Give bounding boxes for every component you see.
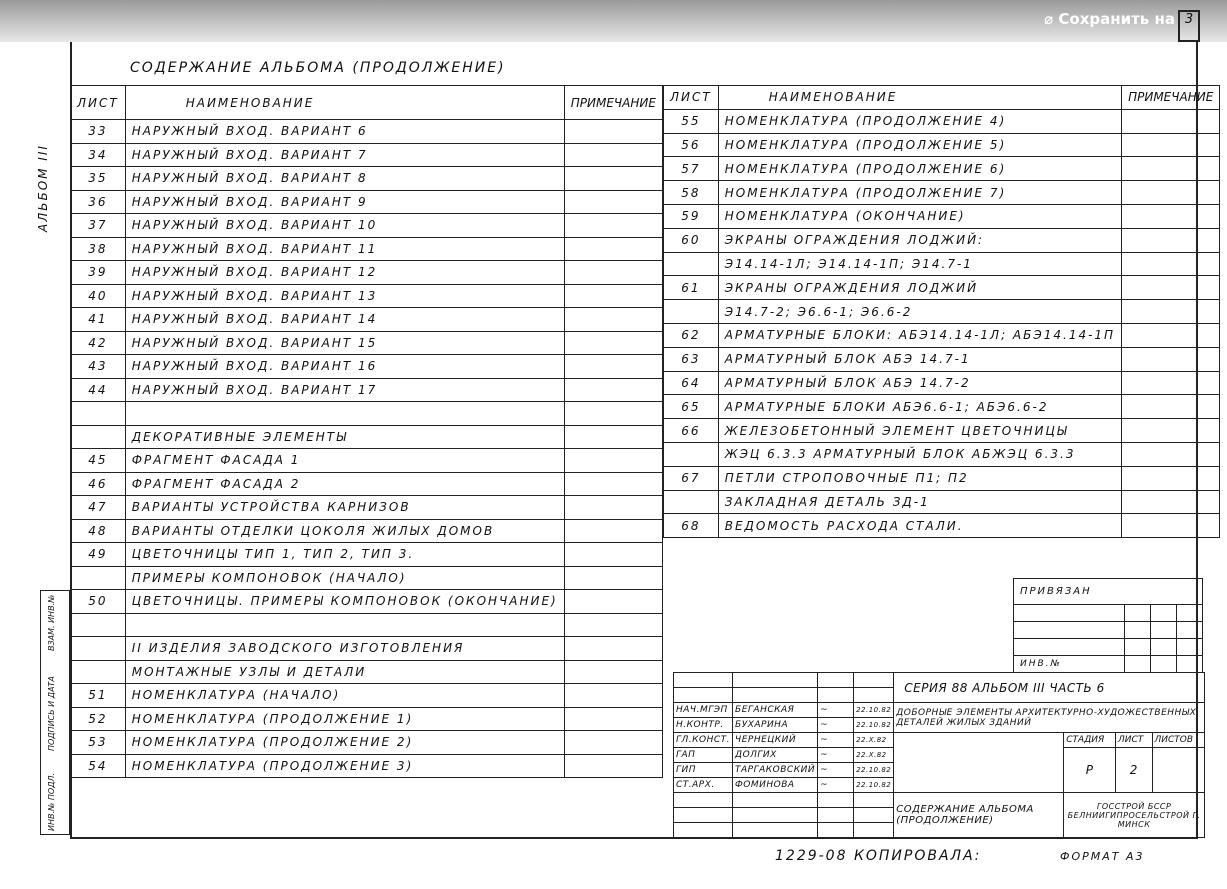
table-row — [71, 543, 663, 567]
table-row — [71, 190, 663, 214]
sheet-title: НОМЕНКЛАТУРА (ПРОДОЛЖЕНИЕ 2) — [125, 731, 564, 755]
note-cell — [564, 684, 662, 708]
series: СЕРИЯ 88 АЛЬБОМ III ЧАСТЬ 6 — [894, 673, 1205, 703]
sheet-title: ФРАГМЕНТ ФАСАДА 2 — [125, 472, 564, 496]
sheet-title: ЭКРАНЫ ОГРАЖДЕНИЯ ЛОДЖИЙ: — [718, 228, 1121, 252]
sheet-number: 49 — [71, 543, 126, 567]
role: НАЧ.МГЭП — [674, 703, 733, 718]
table-row — [71, 120, 663, 144]
table-row — [664, 514, 1220, 538]
sheet-title: НОМЕНКЛАТУРА (ПРОДОЛЖЕНИЕ 5) — [718, 133, 1121, 157]
signature: ~ — [818, 733, 854, 748]
role: ГЛ.КОНСТ. — [674, 733, 733, 748]
note-cell — [1122, 133, 1220, 157]
sheet-title: II ИЗДЕЛИЯ ЗАВОДСКОГО ИЗГОТОВЛЕНИЯ — [125, 637, 564, 661]
table-row — [664, 181, 1220, 205]
page-number: 3 — [1178, 10, 1200, 42]
side-stamp — [40, 590, 70, 835]
person-name: ФОМИНОВА — [733, 778, 818, 793]
sheet-number — [664, 490, 719, 514]
sheet-number: 44 — [71, 378, 126, 402]
sheet-title: НОМЕНКЛАТУРА (ПРОДОЛЖЕНИЕ 1) — [125, 707, 564, 731]
sheet-number: 37 — [71, 214, 126, 238]
sheet-title: ВАРИАНТЫ ОТДЕЛКИ ЦОКОЛЯ ЖИЛЫХ ДОМОВ — [125, 519, 564, 543]
note-cell — [1122, 466, 1220, 490]
sheet-title: АРМАТУРНЫЙ БЛОК АБЭ 14.7-1 — [718, 347, 1121, 371]
sheet-number: 65 — [664, 395, 719, 419]
note-cell — [564, 472, 662, 496]
sheet-number — [71, 402, 126, 426]
table-row — [71, 660, 663, 684]
organization: ГОССТРОЙ БССР БЕЛНИИГИПРОСЕЛЬСТРОЙ Г. МИНСК — [1064, 793, 1205, 838]
col-sheet: ЛИСТ — [71, 86, 126, 120]
note-cell — [1122, 228, 1220, 252]
stamp-inv: ИНВ.№ ПОДЛ. — [47, 772, 56, 831]
sheet-number: 62 — [664, 323, 719, 347]
sheet-number: 57 — [664, 157, 719, 181]
col-note: ПРИМЕЧАНИЕ — [1122, 86, 1220, 110]
stage-header: СТАДИЯ — [1064, 733, 1116, 748]
table-row — [71, 637, 663, 661]
note-cell — [564, 261, 662, 285]
table-row — [664, 371, 1220, 395]
note-cell — [564, 543, 662, 567]
sheet-title: НАРУЖНЫЙ ВХОД. ВАРИАНТ 10 — [125, 214, 564, 238]
sheet-number: 68 — [664, 514, 719, 538]
sheet-title: ЖЕЛЕЗОБЕТОННЫЙ ЭЛЕМЕНТ ЦВЕТОЧНИЦЫ — [718, 419, 1121, 443]
signature: ~ — [818, 718, 854, 733]
note-cell — [564, 590, 662, 614]
note-cell — [1122, 323, 1220, 347]
sheet-title: НАРУЖНЫЙ ВХОД. ВАРИАНТ 9 — [125, 190, 564, 214]
sign-date: 22.10.82 — [854, 778, 894, 793]
note-cell — [1122, 157, 1220, 181]
sheet-number: 59 — [664, 204, 719, 228]
sheet-title: НАРУЖНЫЙ ВХОД. ВАРИАНТ 7 — [125, 143, 564, 167]
note-cell — [564, 637, 662, 661]
note-cell — [564, 190, 662, 214]
note-cell — [1122, 371, 1220, 395]
col-note: ПРИМЕЧАНИЕ — [564, 86, 662, 120]
sheet-title: ВАРИАНТЫ УСТРОЙСТВА КАРНИЗОВ — [125, 496, 564, 520]
sheet-number — [71, 425, 126, 449]
sheet-title: ВЕДОМОСТЬ РАСХОДА СТАЛИ. — [718, 514, 1121, 538]
note-cell — [564, 308, 662, 332]
sheet-number: 39 — [71, 261, 126, 285]
sheet-number: 41 — [71, 308, 126, 332]
sheet-title: НАРУЖНЫЙ ВХОД. ВАРИАНТ 11 — [125, 237, 564, 261]
table-row — [71, 472, 663, 496]
table-row — [664, 442, 1220, 466]
table-row — [71, 402, 663, 426]
sheet-header: ЛИСТ — [1116, 733, 1152, 748]
sheet-title: ДЕКОРАТИВНЫЕ ЭЛЕМЕНТЫ — [125, 425, 564, 449]
note-cell — [1122, 109, 1220, 133]
sheet-title: НОМЕНКЛАТУРА (ОКОНЧАНИЕ) — [718, 204, 1121, 228]
signature-row — [674, 733, 1205, 748]
sheet-title: НАРУЖНЫЙ ВХОД. ВАРИАНТ 8 — [125, 167, 564, 191]
sheet-title: НОМЕНКЛАТУРА (ПРОДОЛЖЕНИЕ 7) — [718, 181, 1121, 205]
col-name: НАИМЕНОВАНИЕ — [125, 86, 564, 120]
sign-date: 22.X.82 — [854, 748, 894, 763]
table-row — [664, 347, 1220, 371]
table-row — [664, 133, 1220, 157]
sheet-number — [71, 613, 126, 637]
note-cell — [1122, 276, 1220, 300]
table-row — [71, 284, 663, 308]
col-name: НАИМЕНОВАНИЕ — [718, 86, 1121, 110]
signature: ~ — [818, 748, 854, 763]
table-row — [71, 425, 663, 449]
sheet-number: 56 — [664, 133, 719, 157]
sheet-number: 67 — [664, 466, 719, 490]
note-cell — [564, 331, 662, 355]
sheet-number: 55 — [664, 109, 719, 133]
note-cell — [1122, 181, 1220, 205]
sheet-title: ЭКРАНЫ ОГРАЖДЕНИЯ ЛОДЖИЙ — [718, 276, 1121, 300]
sheet-number: 58 — [664, 181, 719, 205]
sheet-title: НАРУЖНЫЙ ВХОД. ВАРИАНТ 14 — [125, 308, 564, 332]
sheet-number: 35 — [71, 167, 126, 191]
sheet-number: 51 — [71, 684, 126, 708]
privyazan-box — [1013, 578, 1203, 673]
sheet-number — [664, 252, 719, 276]
sheet-title: НАРУЖНЫЙ ВХОД. ВАРИАНТ 13 — [125, 284, 564, 308]
note-cell — [564, 214, 662, 238]
save-icon: ⌀ — [1044, 10, 1059, 28]
sign-date: 22.10.82 — [854, 763, 894, 778]
sheet-number: 52 — [71, 707, 126, 731]
signature: ~ — [818, 763, 854, 778]
doc-title: СОДЕРЖАНИЕ АЛЬБОМА (ПРОДОЛЖЕНИЕ) — [894, 793, 1064, 838]
sheet-number: 47 — [71, 496, 126, 520]
sheet-title: НОМЕНКЛАТУРА (ПРОДОЛЖЕНИЕ 6) — [718, 157, 1121, 181]
title-block — [673, 672, 1205, 838]
table-row — [71, 613, 663, 637]
note-cell — [1122, 395, 1220, 419]
sheet-number: 43 — [71, 355, 126, 379]
table-row — [71, 519, 663, 543]
note-cell — [1122, 514, 1220, 538]
table-row — [71, 731, 663, 755]
format-label: ФОРМАТ А3 — [1060, 850, 1145, 863]
sheet-number: 46 — [71, 472, 126, 496]
sheet-title: НОМЕНКЛАТУРА (НАЧАЛО) — [125, 684, 564, 708]
sheet-title: Э14.14-1Л; Э14.14-1П; Э14.7-1 — [718, 252, 1121, 276]
sheets-value — [1152, 748, 1205, 793]
role: СТ.АРХ. — [674, 778, 733, 793]
sheet-title: НАРУЖНЫЙ ВХОД. ВАРИАНТ 15 — [125, 331, 564, 355]
sheet-title: ЦВЕТОЧНИЦЫ ТИП 1, ТИП 2, ТИП 3. — [125, 543, 564, 567]
sheet-title — [125, 402, 564, 426]
table-row — [664, 300, 1220, 324]
person-name: БЕГАНСКАЯ — [733, 703, 818, 718]
left-contents-table — [70, 85, 663, 778]
table-row — [71, 143, 663, 167]
right-contents-table — [663, 85, 1220, 538]
table-row — [71, 566, 663, 590]
sheet-number — [71, 566, 126, 590]
sheet-number: 66 — [664, 419, 719, 443]
table-row — [71, 167, 663, 191]
sheet-number: 33 — [71, 120, 126, 144]
table-row — [71, 707, 663, 731]
sheet-number: 64 — [664, 371, 719, 395]
table-row — [71, 754, 663, 778]
person-name: ТАРГАКОВСКИЙ — [733, 763, 818, 778]
table-row — [664, 395, 1220, 419]
sheet-title: ПРИМЕРЫ КОМПОНОВОК (НАЧАЛО) — [125, 566, 564, 590]
table-row — [71, 331, 663, 355]
table-row — [664, 276, 1220, 300]
sign-date: 22.X.82 — [854, 733, 894, 748]
sheet-title: НОМЕНКЛАТУРА (ПРОДОЛЖЕНИЕ 4) — [718, 109, 1121, 133]
sheet-title: НАРУЖНЫЙ ВХОД. ВАРИАНТ 6 — [125, 120, 564, 144]
sheet-title: НОМЕНКЛАТУРА (ПРОДОЛЖЕНИЕ 3) — [125, 754, 564, 778]
sheet-title: НАРУЖНЫЙ ВХОД. ВАРИАНТ 12 — [125, 261, 564, 285]
sheet-number: 42 — [71, 331, 126, 355]
viewer-toolbar — [0, 0, 1227, 42]
sheet-title: ФРАГМЕНТ ФАСАДА 1 — [125, 449, 564, 473]
table-row — [71, 237, 663, 261]
sheet-number: 40 — [71, 284, 126, 308]
stamp-replace: ВЗАМ. ИНВ.№ — [47, 594, 56, 651]
note-cell — [564, 731, 662, 755]
sheet-title — [125, 613, 564, 637]
sheets-header: ЛИСТОВ — [1152, 733, 1205, 748]
note-cell — [564, 120, 662, 144]
sheet-number — [664, 442, 719, 466]
sheet-number — [664, 300, 719, 324]
role: ГИП — [674, 763, 733, 778]
table-row — [71, 214, 663, 238]
table-row — [664, 109, 1220, 133]
role: Н.КОНТР. — [674, 718, 733, 733]
note-cell — [564, 660, 662, 684]
table-row — [664, 419, 1220, 443]
sheet-title: АРМАТУРНЫЙ БЛОК АБЭ 14.7-2 — [718, 371, 1121, 395]
sheet-number — [71, 637, 126, 661]
sheet-number: 45 — [71, 449, 126, 473]
sheet-title: ЗАКЛАДНАЯ ДЕТАЛЬ ЗД-1 — [718, 490, 1121, 514]
col-sheet: ЛИСТ — [664, 86, 719, 110]
signature-row — [674, 703, 1205, 718]
table-row — [664, 323, 1220, 347]
note-cell — [564, 613, 662, 637]
table-row — [71, 355, 663, 379]
table-row — [664, 466, 1220, 490]
sheet-number: 36 — [71, 190, 126, 214]
sheet-title: ПЕТЛИ СТРОПОВОЧНЫЕ П1; П2 — [718, 466, 1121, 490]
sheet-title: ЖЭЦ 6.3.3 АРМАТУРНЫЙ БЛОК АБЖЭЦ 6.3.3 — [718, 442, 1121, 466]
sheet-value: 2 — [1116, 748, 1152, 793]
note-cell — [564, 449, 662, 473]
table-row — [71, 684, 663, 708]
album-label: АЛЬБОМ III — [36, 144, 50, 232]
table-row — [71, 378, 663, 402]
note-cell — [1122, 490, 1220, 514]
sheet-number: 38 — [71, 237, 126, 261]
sheet-number: 34 — [71, 143, 126, 167]
role: ГАП — [674, 748, 733, 763]
note-cell — [564, 566, 662, 590]
table-row — [71, 449, 663, 473]
person-name: БУХАРИНА — [733, 718, 818, 733]
table-row — [71, 308, 663, 332]
sheet-number — [71, 660, 126, 684]
sign-date: 22.10.82 — [854, 703, 894, 718]
sheet-title: АРМАТУРНЫЕ БЛОКИ АБЭ6.6-1; АБЭ6.6-2 — [718, 395, 1121, 419]
stamp-sign: ПОДПИСЬ И ДАТА — [47, 676, 56, 751]
note-cell — [1122, 204, 1220, 228]
person-name: ДОЛГИХ — [733, 748, 818, 763]
note-cell — [564, 284, 662, 308]
note-cell — [564, 378, 662, 402]
copy-note: 1229-08 КОПИРОВАЛА: — [775, 848, 982, 864]
note-cell — [564, 237, 662, 261]
note-cell — [1122, 419, 1220, 443]
sheet-title: Э14.7-2; Э6.6-1; Э6.6-2 — [718, 300, 1121, 324]
table-row — [664, 204, 1220, 228]
sheet-title: НАРУЖНЫЙ ВХОД. ВАРИАНТ 17 — [125, 378, 564, 402]
signature: ~ — [818, 778, 854, 793]
note-cell — [564, 707, 662, 731]
note-cell — [564, 143, 662, 167]
note-cell — [1122, 300, 1220, 324]
table-row — [71, 590, 663, 614]
note-cell — [564, 425, 662, 449]
privyazan-label: ПРИВЯЗАН — [1014, 579, 1203, 605]
save-button[interactable]: ⌀ Сохранить на — [1044, 10, 1175, 28]
inv-label: ИНВ.№ — [1014, 656, 1125, 673]
sheet-title: ЦВЕТОЧНИЦЫ. ПРИМЕРЫ КОМПОНОВОК (ОКОНЧАНИЕ) — [125, 590, 564, 614]
table-row — [664, 228, 1220, 252]
sheet-number: 63 — [664, 347, 719, 371]
sign-date: 22.10.82 — [854, 718, 894, 733]
table-row — [664, 490, 1220, 514]
person-name: ЧЕРНЕЦКИЙ — [733, 733, 818, 748]
sheet-number: 48 — [71, 519, 126, 543]
note-cell — [1122, 347, 1220, 371]
table-row — [71, 496, 663, 520]
note-cell — [1122, 442, 1220, 466]
sheet-number: 54 — [71, 754, 126, 778]
note-cell — [564, 496, 662, 520]
sheet-number: 61 — [664, 276, 719, 300]
note-cell — [564, 754, 662, 778]
sheet-number: 60 — [664, 228, 719, 252]
sheet-number: 53 — [71, 731, 126, 755]
note-cell — [564, 167, 662, 191]
sheet-number: 50 — [71, 590, 126, 614]
note-cell — [564, 402, 662, 426]
table-row — [664, 252, 1220, 276]
sheet-title: АРМАТУРНЫЕ БЛОКИ: АБЭ14.14-1Л; АБЭ14.14-1П — [718, 323, 1121, 347]
stage-value: Р — [1064, 748, 1116, 793]
table-row — [71, 261, 663, 285]
left-title: СОДЕРЖАНИЕ АЛЬБОМА (ПРОДОЛЖЕНИЕ) — [130, 60, 506, 76]
note-cell — [564, 519, 662, 543]
subject: ДОБОРНЫЕ ЭЛЕМЕНТЫ АРХИТЕКТУРНО-ХУДОЖЕСТВЕННЫХ ДЕТАЛЕЙ ЖИЛЫХ ЗДАНИЙ — [894, 703, 1205, 733]
note-cell — [1122, 252, 1220, 276]
note-cell — [564, 355, 662, 379]
table-row — [664, 157, 1220, 181]
sheet-title: НАРУЖНЫЙ ВХОД. ВАРИАНТ 16 — [125, 355, 564, 379]
signature: ~ — [818, 703, 854, 718]
sheet-title: МОНТАЖНЫЕ УЗЛЫ И ДЕТАЛИ — [125, 660, 564, 684]
